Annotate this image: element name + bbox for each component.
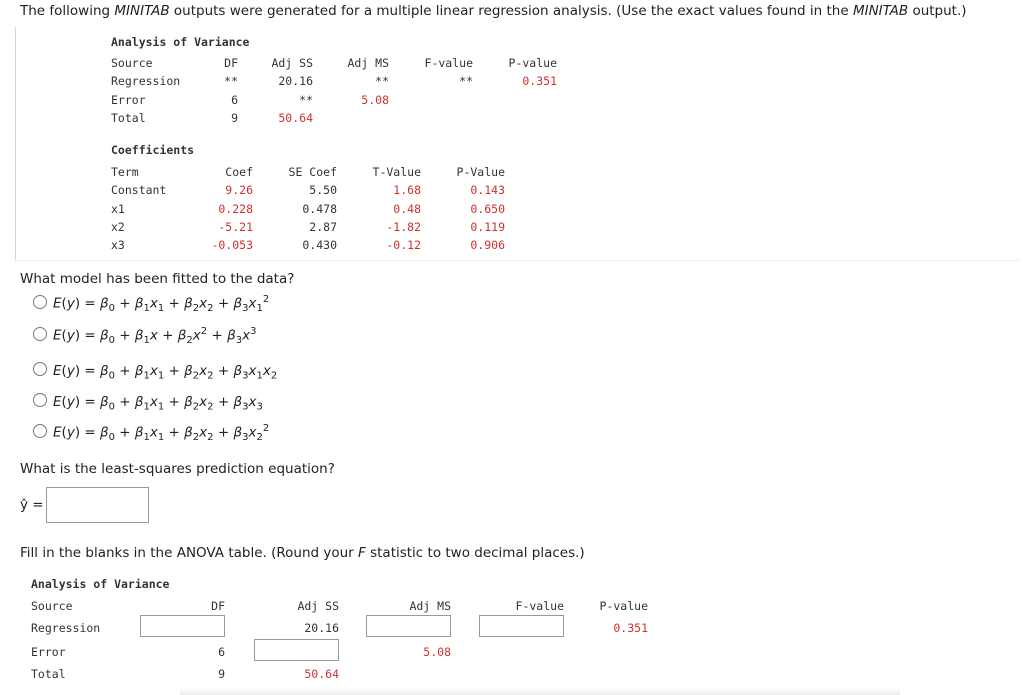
coef-row-coef: 9.26 [225, 183, 253, 197]
anova-row-df: 9 [231, 111, 238, 125]
coef-row-t: 0.48 [393, 202, 421, 216]
coef-row-p: 0.906 [470, 238, 505, 252]
coef-header-tvalue: T-Value [372, 165, 421, 179]
coef-row-term: Constant [111, 183, 167, 197]
coef-row-se: 5.50 [309, 183, 337, 197]
anova-row-adjss: 50.64 [278, 111, 313, 125]
total-df: 9 [218, 667, 225, 681]
anova-row-adjss: ** [299, 93, 313, 107]
coef-row-coef: 0.228 [218, 202, 253, 216]
regression-pvalue: 0.351 [613, 621, 648, 635]
coef-row-term: x3 [111, 238, 125, 252]
anova-fill-header-adjss: Adj SS [297, 599, 339, 613]
error-adjms: 5.08 [423, 645, 451, 659]
coef-row-p: 0.143 [470, 183, 505, 197]
coef-row-t: -1.82 [386, 220, 421, 234]
coefficients-title: Coefficients [111, 143, 195, 157]
anova-row-df: 6 [231, 93, 238, 107]
coef-row-term: x2 [111, 220, 125, 234]
anova-header-fvalue: F-value [424, 56, 473, 70]
anova-header-adjss: Adj SS [271, 56, 313, 70]
radio-button[interactable] [33, 327, 47, 341]
question-anova-fill: Fill in the blanks in the ANOVA table. (Round your F statistic to two decimal places.) [20, 545, 585, 561]
anova-title: Analysis of Variance [111, 35, 250, 49]
anova-row-pvalue: 0.351 [522, 74, 557, 88]
anova-fill-header-fvalue: F-value [515, 599, 564, 613]
regression-adjms-input[interactable] [366, 615, 451, 637]
coef-row-t: 1.68 [393, 183, 421, 197]
anova-row-df: ** [224, 74, 238, 88]
yhat-label: ŷ = [20, 497, 44, 513]
anova-header-adjms: Adj MS [347, 56, 389, 70]
anova-fill-header-source: Source [31, 599, 73, 613]
regression-df-input[interactable] [140, 615, 225, 637]
model-option-4[interactable]: $E(y) = \beta_0 + \beta_1x_1 + \beta_2x_2 + \beta_3x_3$ [33, 393, 263, 413]
regression-fvalue-input[interactable] [479, 615, 564, 637]
anova-fill-header-pvalue: P-value [599, 599, 648, 613]
page-bottom-shadow [180, 688, 900, 695]
anova-fill-title: Analysis of Variance [31, 577, 170, 591]
radio-button[interactable] [33, 362, 47, 376]
coef-row-p: 0.650 [470, 202, 505, 216]
model-option-3[interactable]: $E(y) = \beta_0 + \beta_1x_1 + \beta_2x_2 + \beta_3x_1x_2$ [33, 362, 277, 382]
model-option-2[interactable]: $E(y) = \beta_0 + \beta_1x + \beta_2x^2 + \beta_3x^3$ [33, 326, 256, 346]
coef-row-se: 0.430 [302, 238, 337, 252]
anova-row-source: Error [111, 93, 146, 107]
radio-button[interactable] [33, 295, 47, 309]
coef-row-term: x1 [111, 202, 125, 216]
anova-row-adjms: ** [375, 74, 389, 88]
coef-row-se: 2.87 [309, 220, 337, 234]
anova-row-adjss: 20.16 [278, 74, 313, 88]
anova-row-source: Regression [111, 74, 181, 88]
anova-fill-source: Total [31, 667, 66, 681]
anova-header-pvalue: P-value [508, 56, 557, 70]
coef-row-t: -0.12 [386, 238, 421, 252]
coef-header-coef: Coef [225, 165, 253, 179]
anova-fill-header-adjms: Adj MS [409, 599, 451, 613]
question-model: What model has been fitted to the data? [20, 271, 295, 287]
regression-adjss: 20.16 [304, 621, 339, 635]
anova-fill-source: Regression [31, 621, 101, 635]
coef-header-pvalue: P-Value [456, 165, 505, 179]
question-prediction: What is the least-squares prediction equation? [20, 461, 335, 477]
model-option-5[interactable]: $E(y) = \beta_0 + \beta_1x_1 + \beta_2x_2 + \beta_3x_2^2$ [33, 423, 269, 443]
anova-fill-source: Error [31, 645, 66, 659]
radio-button[interactable] [33, 424, 47, 438]
model-option-1[interactable]: $E(y) = \beta_0 + \beta_1x_1 + \beta_2x_2 + \beta_3x_1^2$ [33, 294, 269, 314]
total-adjss: 50.64 [304, 667, 339, 681]
anova-header-df: DF [224, 56, 238, 70]
error-df: 6 [218, 645, 225, 659]
anova-header-source: Source [111, 56, 153, 70]
coef-row-coef: -5.21 [218, 220, 253, 234]
anova-row-fvalue: ** [459, 74, 473, 88]
coef-header-term: Term [111, 165, 139, 179]
anova-row-source: Total [111, 111, 146, 125]
radio-button[interactable] [33, 393, 47, 407]
anova-row-adjms: 5.08 [361, 93, 389, 107]
coef-row-coef: -0.053 [211, 238, 253, 252]
coef-header-secoef: SE Coef [288, 165, 337, 179]
error-adjss-input[interactable] [254, 639, 339, 661]
coef-row-se: 0.478 [302, 202, 337, 216]
coef-row-p: 0.119 [470, 220, 505, 234]
anova-fill-header-df: DF [211, 599, 225, 613]
prediction-equation-input[interactable] [46, 487, 149, 523]
instructions: The following MINITAB outputs were generated for a multiple linear regression analysis. (Use the exact values found in the MINITAB output.) [20, 3, 967, 19]
